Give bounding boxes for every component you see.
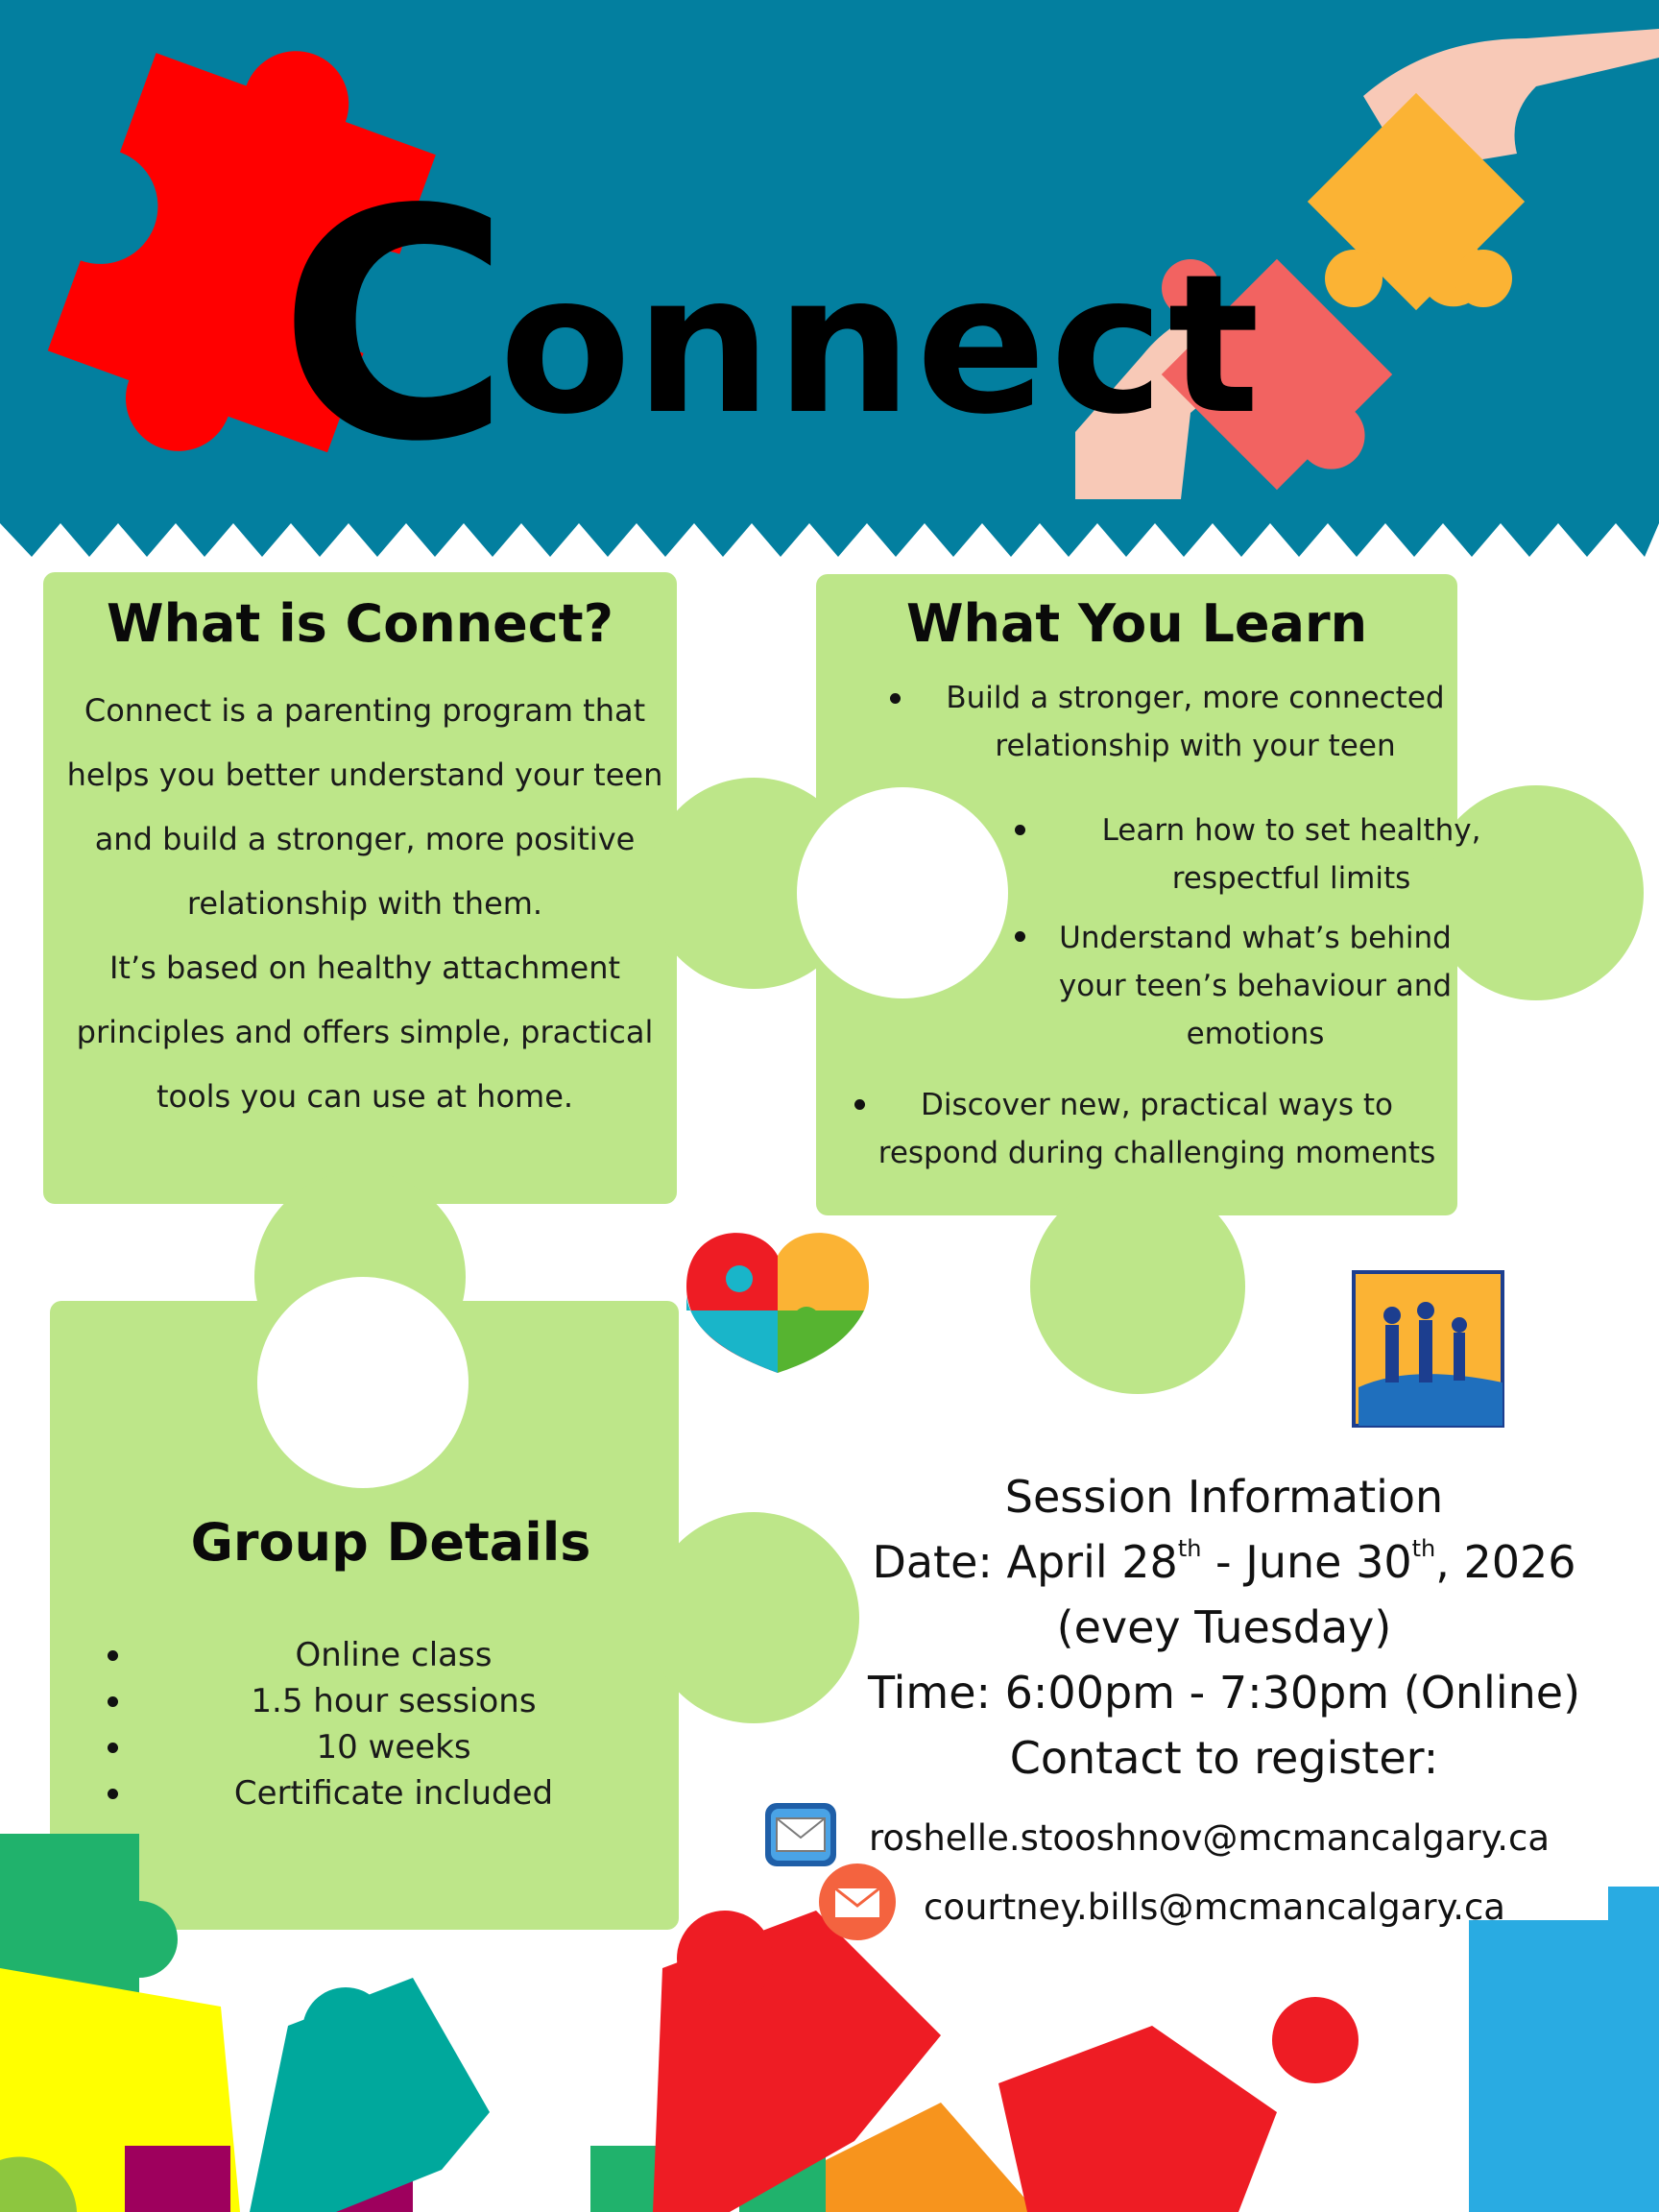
envelope-icon [818,1863,897,1941]
contact-label: Contact to register: [1009,1732,1439,1784]
bullet-dot [1015,931,1025,942]
date-year: , 2026 [1435,1536,1576,1588]
group-item-label: 1.5 hour sessions [251,1682,537,1720]
session-time: Time: 6:00pm - 7:30pm (Online) [867,1667,1581,1719]
session-date [845,1529,1603,1595]
what-is-paragraph-1: Connect is a parenting program that helps you better understand your teen and build a stronger, more positive relationship with them. [66,692,663,922]
what-is-paragraph-2: It’s based on healthy attachment principles and offers simple, practical tools you can use at home. [76,950,654,1115]
title-first-letter: C [278,142,512,511]
session-frequency: (evey Tuesday) [1056,1601,1392,1653]
date-end: - June 30 [1201,1536,1412,1588]
bullet-dot [108,1696,118,1707]
bullet-dot [108,1650,118,1661]
date-start-suffix: th [1177,1535,1202,1562]
envelope-icon [763,1801,838,1868]
list-item [96,1632,691,1678]
session-information [845,1464,1603,1791]
bullet-dot [890,693,901,704]
date-end-suffix: th [1411,1535,1436,1562]
puzzle-heart-logo [686,1233,869,1373]
group-item-label: 10 weeks [316,1728,471,1767]
date-start: Date: April 28 [872,1536,1178,1588]
bullet-dot [854,1099,865,1110]
bullet-dot [108,1743,118,1753]
group-details-heading: Group Details [190,1512,591,1573]
group-item-label: Certificate included [233,1774,554,1813]
contact-email-link[interactable]: courtney.bills@mcmancalgary.ca [924,1887,1505,1928]
session-heading: Session Information [1004,1471,1444,1523]
what-you-learn-heading: What You Learn [905,593,1368,654]
learn-item: Understand what’s behind your teen’s behaviour and emotions [1058,921,1453,1051]
bullet-dot [108,1789,118,1799]
list-item [96,1724,691,1770]
learn-item: Build a stronger, more connected relationship with your teen [946,681,1445,763]
page-title: onnect [499,233,1263,457]
bullet-dot [1015,825,1025,835]
list-item [96,1678,691,1724]
learn-item: Discover new, practical ways to respond during challenging moments [878,1088,1436,1170]
learn-item: Learn how to set healthy, respectful limits [1101,813,1481,896]
contact-email-link[interactable]: roshelle.stooshnov@mcmancalgary.ca [869,1817,1550,1859]
list-item [96,1770,691,1816]
group-details-list [96,1632,691,1816]
what-is-connect-body [53,679,677,1129]
organization-logo [1354,1272,1503,1426]
group-item-label: Online class [295,1636,493,1674]
what-is-connect-heading: What is Connect? [107,593,613,654]
